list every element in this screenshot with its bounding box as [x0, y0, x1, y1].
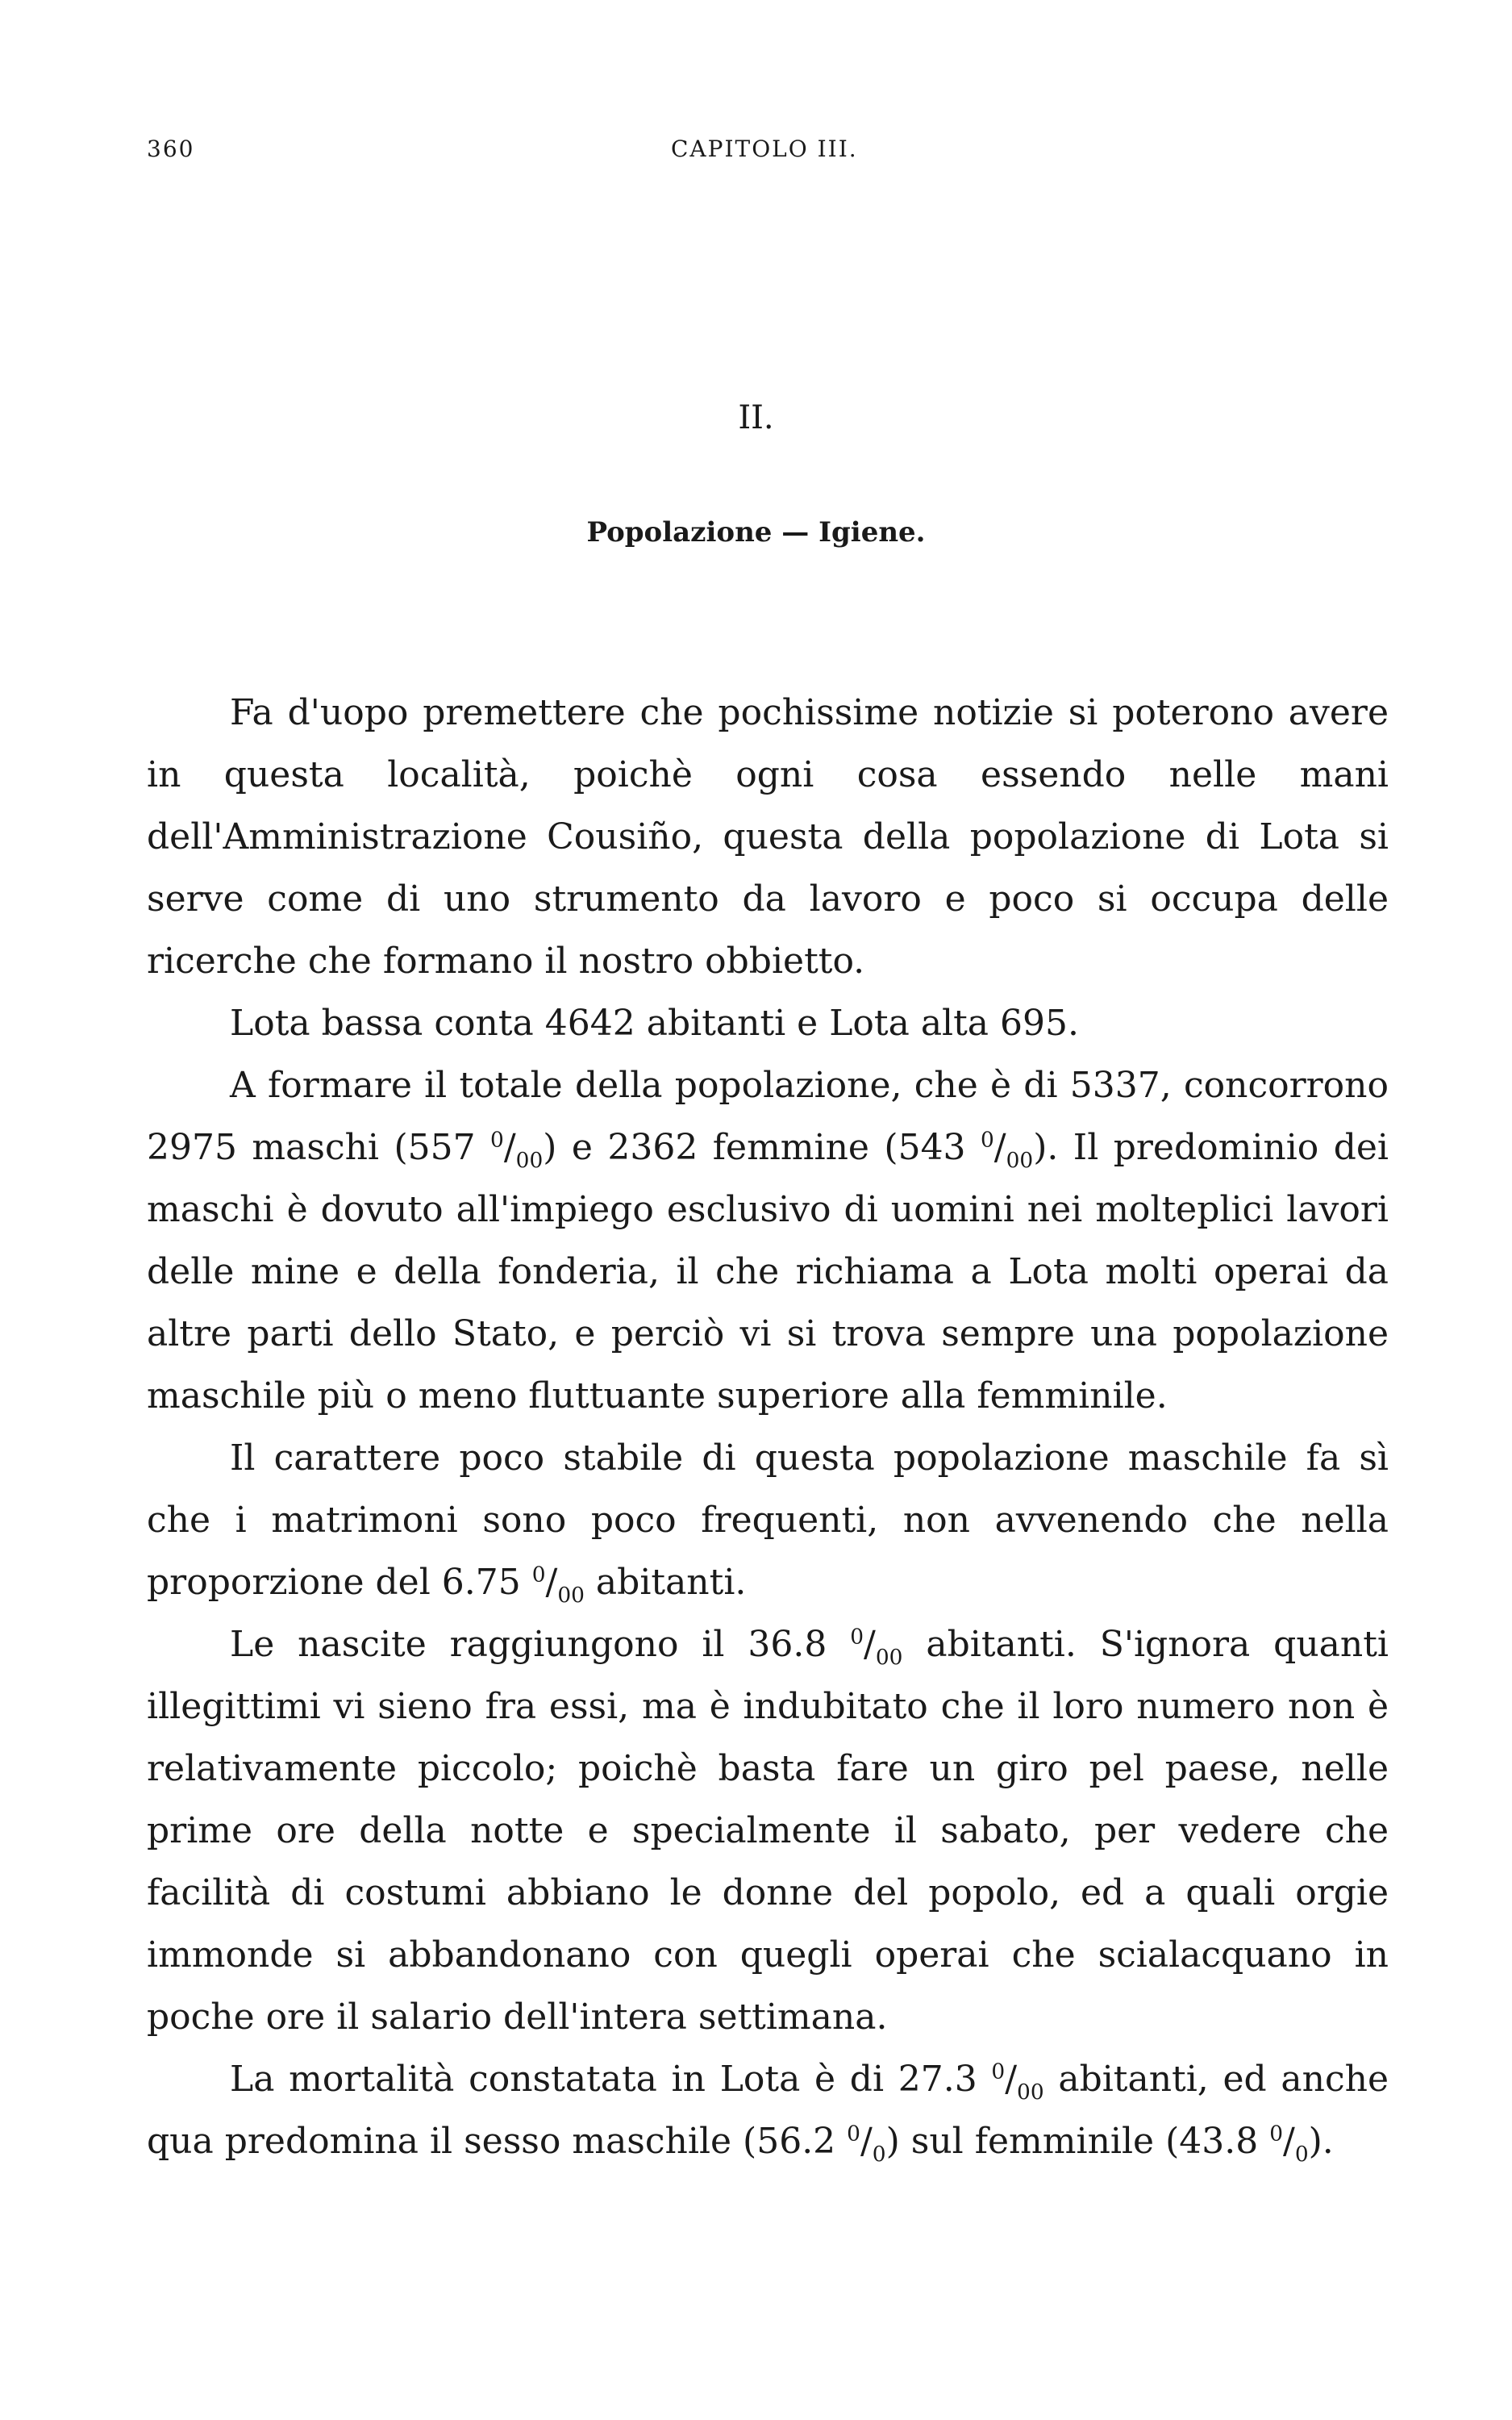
- paragraph: [147, 1427, 1389, 1613]
- paragraph: [147, 2048, 1389, 2172]
- text-segment: La mortalità constatata in Lota è di 27.3: [230, 2059, 992, 2100]
- text-segment: Le nascite raggiungono il 36.8: [230, 1624, 851, 1665]
- percent-sign: $^0/_0$: [847, 2121, 886, 2167]
- paragraph: [147, 992, 1389, 1054]
- percent-sign: $^0/_0$: [1269, 2121, 1309, 2167]
- section-title: Popolazione — Igiene.: [586, 516, 926, 549]
- per-mille-sign: $^0/_{00}$: [991, 2059, 1044, 2105]
- per-mille-sign: $^0/_{00}$: [981, 1127, 1034, 1173]
- running-head: CAPITOLO III.: [671, 136, 858, 162]
- text-segment: Lota bassa conta 4642 abitanti e Lota alta 695.: [230, 1003, 1079, 1044]
- text-segment: Fa d'uopo premettere che pochissime notizie si poterono avere in questa località, poichè ogni cosa essendo nelle mani dell'Amministrazione Cousiño, questa della popolazione di Lota si serve come di uno strumento da lavoro e poco si occupa delle ricerche che formano il nostro obbietto.: [147, 692, 1389, 982]
- paragraph: [147, 682, 1389, 992]
- page-header: [147, 136, 1389, 176]
- text-segment: A formare il totale della popolazione, che è di 5337, concorrono 2975 maschi (557: [147, 1065, 1389, 1168]
- section-number: II.: [738, 399, 774, 436]
- page-number: 360: [147, 136, 195, 162]
- text-segment: abitanti. S'ignora quanti illegittimi vi sieno fra essi, ma è indubitato che il loro numero non è relativamente piccolo; poichè basta fare un giro pel paese, nelle prime ore della notte e specialmente il sabato, per vedere che facilità di costumi abbiano le donne del popolo, ed a quali orgie immonde si abbandonano con quegli operai che scialacquano in poche ore il salario dell'intera settimana.: [147, 1624, 1389, 2038]
- body-text: [147, 682, 1389, 2172]
- paragraph: [147, 1054, 1389, 1427]
- text-segment: abitanti, ed anche qua predomina il sesso maschile (56.2: [147, 2059, 1389, 2162]
- paragraph: [147, 1613, 1389, 2048]
- text-segment: Il carattere poco stabile di questa popolazione maschile fa sì che i matrimoni sono poco frequenti, non avvenendo che nella proporzione del 6.75: [147, 1437, 1389, 1603]
- text-segment: abitanti.: [584, 1562, 747, 1603]
- text-segment: ) e 2362 femmine (543: [543, 1127, 981, 1168]
- per-mille-sign: $^0/_{00}$: [531, 1562, 585, 1608]
- text-segment: ). Il predominio dei maschi è dovuto all'impiego esclusivo di uomini nei molteplici lavori delle mine e della fonderia, il che richiama a Lota molti operai da altre parti dello Stato, e perciò vi si trova sempre una popolazione maschile più o meno fluttuante superiore alla femminile.: [147, 1127, 1389, 1417]
- per-mille-sign: $^0/_{00}$: [850, 1624, 903, 1670]
- per-mille-sign: $^0/_{00}$: [490, 1127, 544, 1173]
- text-segment: ).: [1308, 2121, 1334, 2162]
- text-segment: ) sul femminile (43.8: [885, 2121, 1270, 2162]
